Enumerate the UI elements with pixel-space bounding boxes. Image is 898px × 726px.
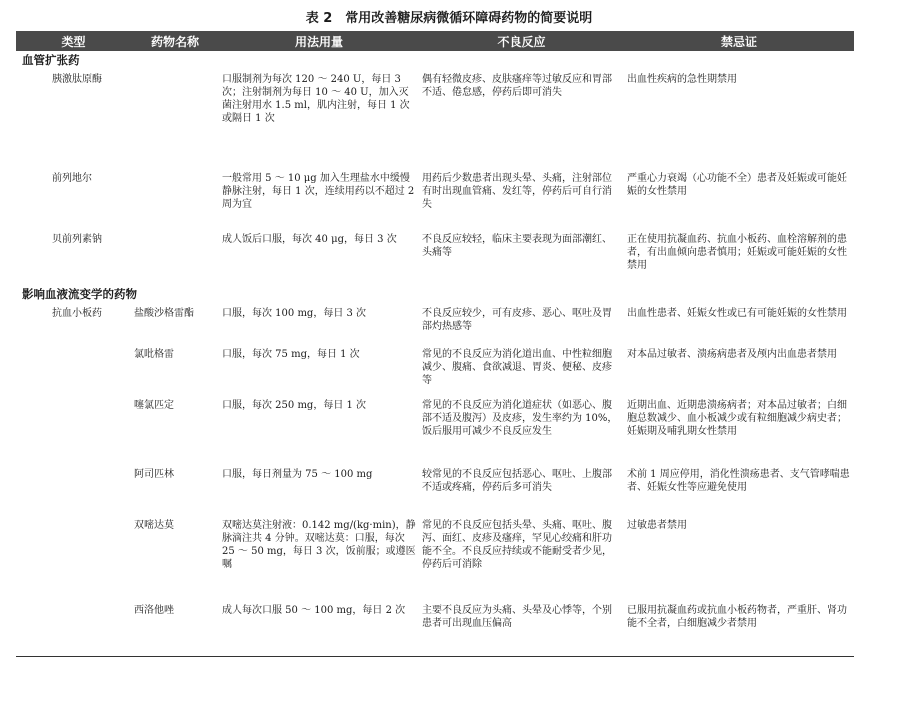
table-row xyxy=(16,70,854,169)
cell-contra: 对本品过敏者、溃疡病患者及颅内出血患者禁用 xyxy=(627,349,837,360)
cell-type xyxy=(16,396,131,465)
table-row xyxy=(16,304,854,345)
cell-adverse: 主要不良反应为头痛、头晕及心悸等，个别患者可出现血压偏高 xyxy=(419,601,624,657)
cell-usage: 成人饭后口服，每次 40 μg，每日 3 次 xyxy=(222,234,397,245)
cell-drug xyxy=(131,169,219,230)
section-row xyxy=(16,51,854,70)
cell-adverse: 常见的不良反应为消化道出血、中性粒细胞减少、腹痛、食欲减退、胃炎、便秘、皮疹等 xyxy=(422,349,612,386)
section-label: 影响血液流变学的药物 xyxy=(22,287,137,301)
cell-usage: 口服，每次 100 mg，每日 3 次 xyxy=(222,308,367,319)
table-title: 表 2 常用改善糖尿病微循环障碍药物的简要说明 xyxy=(305,11,593,26)
cell-drug: 氯吡格雷 xyxy=(134,349,174,360)
cell-usage: 口服制剂为每次 120 ～ 240 U，每日 3 次；注射制剂为每日 10 ～ 40 U，加入灭菌注射用水 1.5 ml，肌内注射，每日 1 次或隔日 1 次 xyxy=(222,74,410,124)
header-row xyxy=(16,31,854,51)
cell-usage: 一般常用 5 ～ 10 μg 加入生理盐水中缓慢静脉注射，每日 1 次，连续用药以不超过 2 周为宜 xyxy=(222,173,415,210)
table-row xyxy=(16,601,854,657)
cell-drug: 噻氯匹定 xyxy=(134,400,174,411)
cell-drug: 双嘧达莫 xyxy=(134,520,174,531)
cell-drug xyxy=(131,70,219,169)
header-type: 类型 xyxy=(16,31,131,51)
table-row xyxy=(16,516,854,601)
header-adverse: 不良反应 xyxy=(419,31,624,51)
cell-type: 贝前列素钠 xyxy=(52,234,102,245)
cell-drug: 阿司匹林 xyxy=(134,469,174,480)
cell-adverse: 常见的不良反应包括头晕、头痛、呕吐、腹泻、面红、皮疹及瘙痒，罕见心绞痛和肝功能不全。不良反应持续或不能耐受者少见，停药后可消除 xyxy=(422,520,612,570)
cell-contra: 出血性疾病的急性期禁用 xyxy=(627,74,737,85)
cell-contra: 过敏患者禁用 xyxy=(627,520,687,531)
cell-adverse: 不良反应较轻，临床主要表现为面部潮红、头痛等 xyxy=(422,234,612,258)
header-contra: 禁忌证 xyxy=(624,31,854,51)
cell-contra: 近期出血、近期患溃疡病者；对本品过敏者；白细胞总数减少、血小板减少或有粒细胞减少病史者；妊娠期及哺乳期女性禁用 xyxy=(627,400,847,437)
header-usage: 用法用量 xyxy=(219,31,419,51)
cell-type xyxy=(16,465,131,516)
drug-table xyxy=(16,31,854,657)
cell-usage: 双嘧达莫注射液：0.142 mg/(kg·min)，静脉滴注共 4 分钟。双嘧达莫：口服，每次 25 ～ 50 mg，每日 3 次，饭前服；或遵医嘱 xyxy=(222,520,416,570)
cell-contra: 已服用抗凝血药或抗血小板药物者，严重肝、肾功能不全者，白细胞减少者禁用 xyxy=(624,601,854,657)
cell-adverse: 不良反应较少，可有皮疹、恶心、呕吐及胃部灼热感等 xyxy=(422,308,612,332)
cell-contra: 正在使用抗凝血药、抗血小板药、血栓溶解剂的患者，有出血倾向患者慎用；妊娠或可能妊娠的女性禁用 xyxy=(627,234,847,271)
cell-drug: 盐酸沙格雷酯 xyxy=(134,308,194,319)
cell-adverse: 较常见的不良反应包括恶心、呕吐、上腹部不适或疼痛，停药后多可消失 xyxy=(422,469,612,493)
cell-type xyxy=(16,601,131,657)
cell-type xyxy=(16,516,131,601)
cell-contra: 严重心力衰竭（心功能不全）患者及妊娠或可能妊娠的女性禁用 xyxy=(627,173,847,197)
table-row xyxy=(16,230,854,285)
cell-type xyxy=(16,345,131,396)
cell-adverse: 常见的不良反应为消化道症状（如恶心、腹部不适及腹泻）及皮疹，发生率约为 10%，饭后服用可减少不良反应发生 xyxy=(422,400,618,437)
cell-usage: 口服，每次 75 mg，每日 1 次 xyxy=(222,349,360,360)
header-drug-name: 药物名称 xyxy=(131,31,219,51)
table-row xyxy=(16,169,854,230)
cell-type: 抗血小板药 xyxy=(52,308,102,319)
cell-contra: 出血性患者、妊娠女性或已有可能妊娠的女性禁用 xyxy=(627,308,847,319)
section-row xyxy=(16,285,854,304)
cell-usage: 成人每次口服 50 ～ 100 mg，每日 2 次 xyxy=(219,601,419,657)
table-row xyxy=(16,345,854,396)
cell-drug xyxy=(131,230,219,285)
cell-usage: 口服，每次 250 mg，每日 1 次 xyxy=(222,400,367,411)
table-row xyxy=(16,396,854,465)
cell-adverse: 偶有轻微皮疹、皮肤瘙痒等过敏反应和胃部不适、倦怠感，停药后即可消失 xyxy=(422,74,612,98)
cell-type: 前列地尔 xyxy=(52,173,92,184)
cell-contra: 术前 1 周应停用，消化性溃疡患者、支气管哮喘患者、妊娠女性等应避免使用 xyxy=(627,469,850,493)
cell-drug: 西洛他唑 xyxy=(131,601,219,657)
section-label: 血管扩张药 xyxy=(22,53,80,67)
cell-type: 胰激肽原酶 xyxy=(52,74,102,85)
cell-adverse: 用药后少数患者出现头晕、头痛，注射部位有时出现血管痛、发红等，停药后可自行消失 xyxy=(422,173,612,210)
table-row xyxy=(16,465,854,516)
cell-usage: 口服，每日剂量为 75 ～ 100 mg xyxy=(222,469,373,480)
